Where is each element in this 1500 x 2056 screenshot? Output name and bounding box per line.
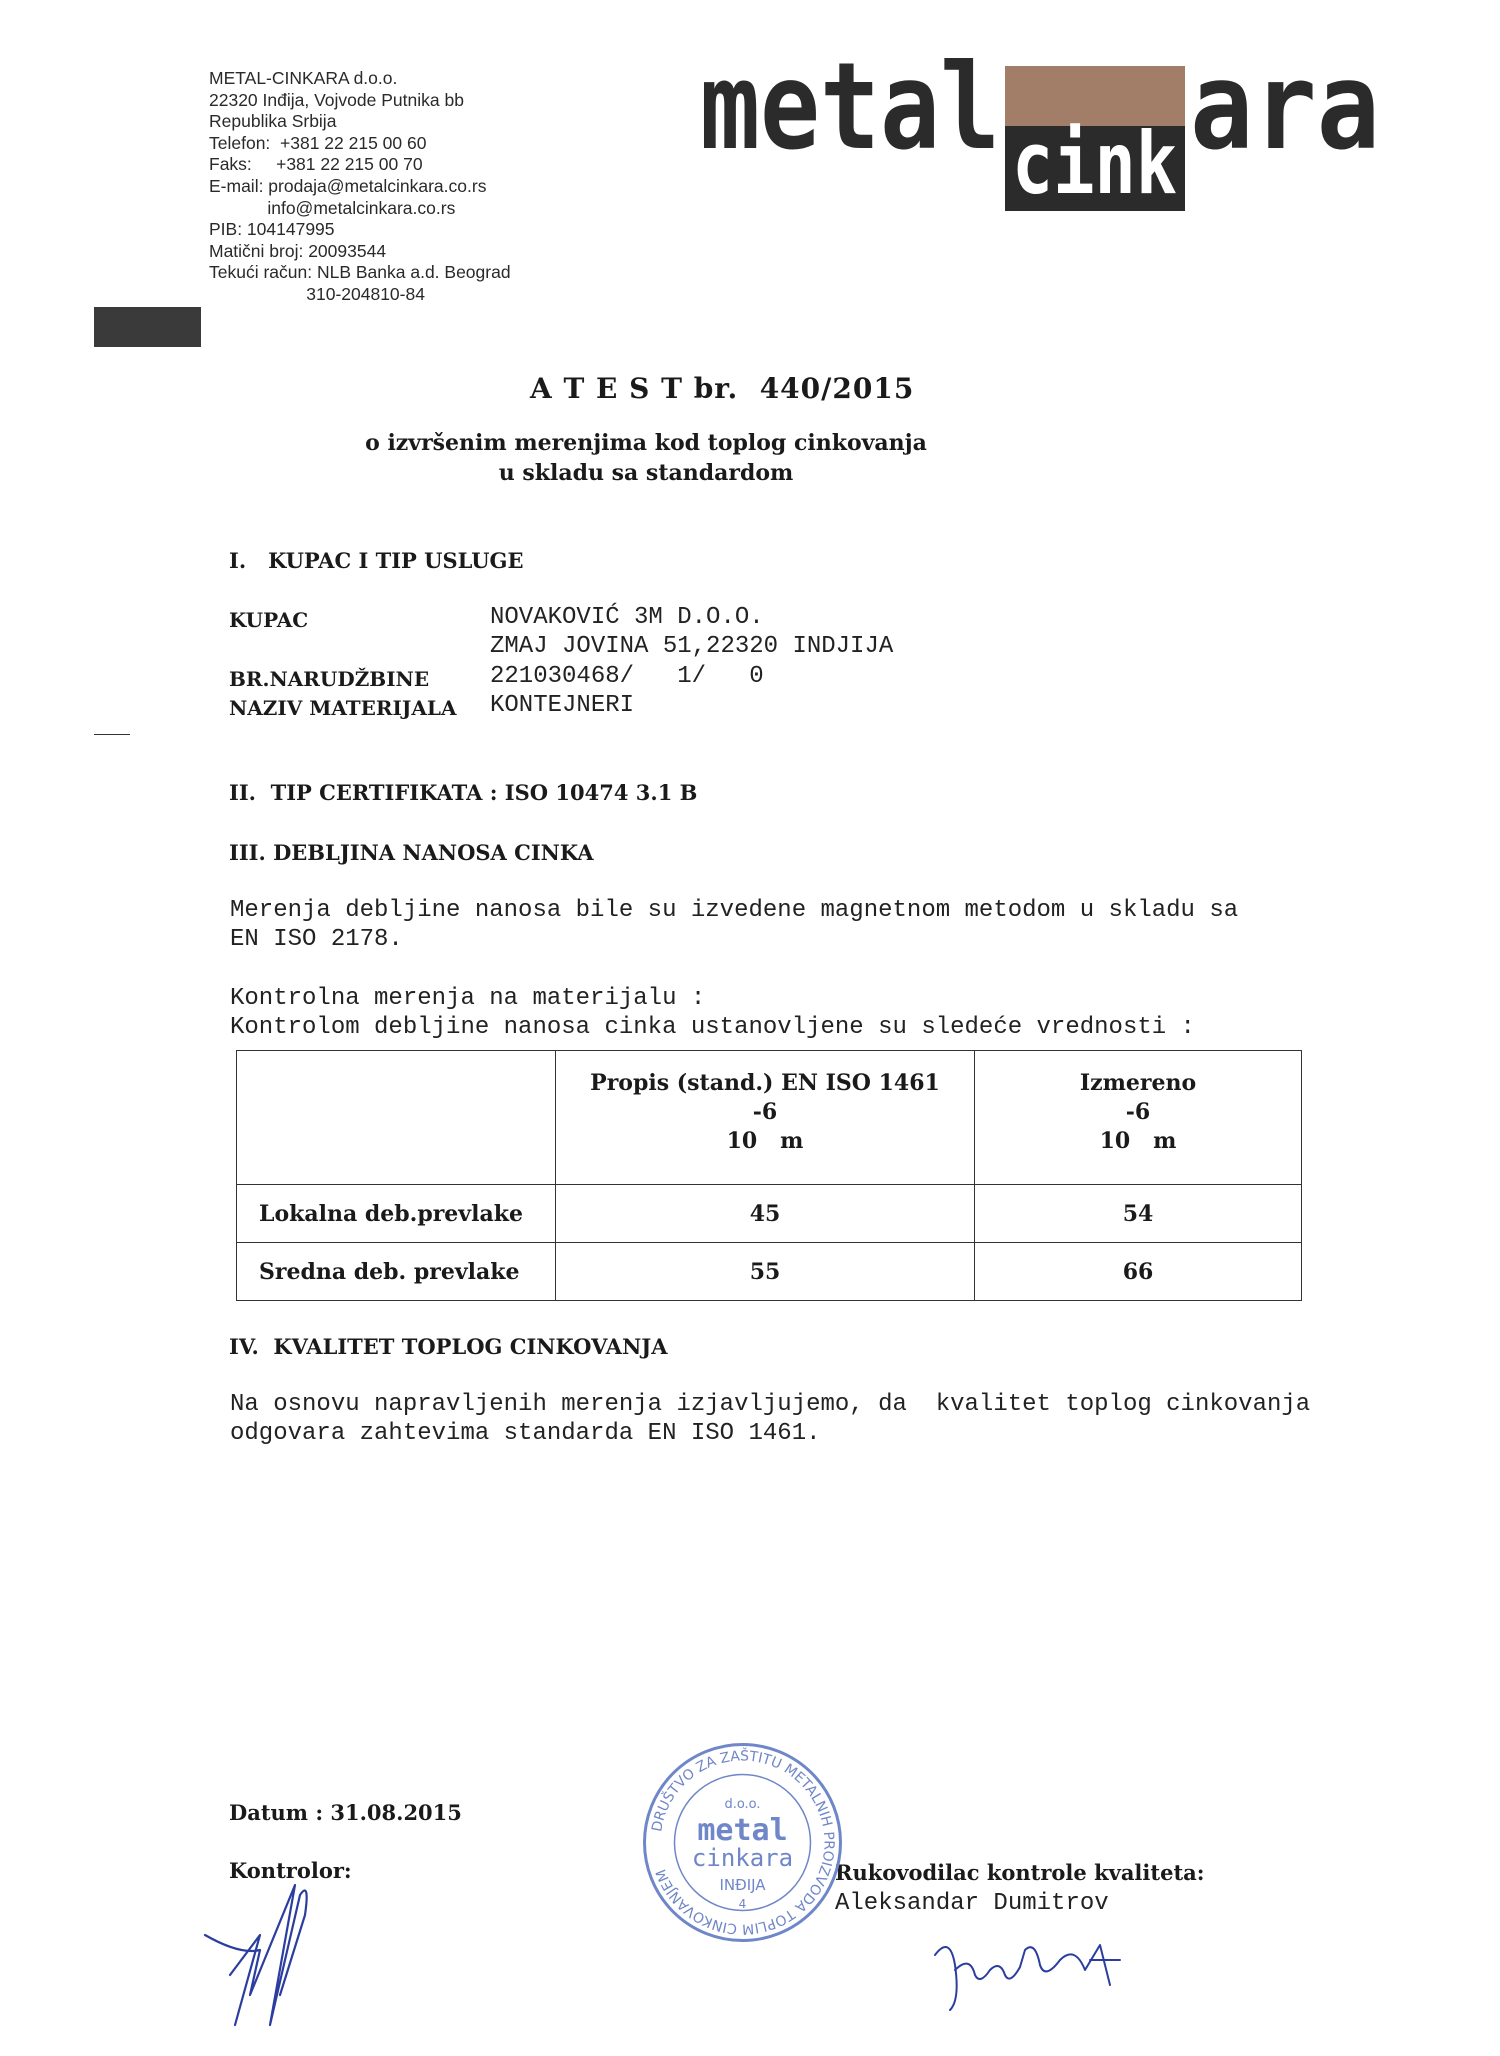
section-3-paragraph-2 [230,984,1195,1042]
header-line: Propis (stand.) EN ISO 1461 [590,1070,940,1096]
kupac-value-line1: NOVAKOVIĆ 3M D.O.O. [490,604,764,631]
document-title: A T E S T br. 440/2015 [530,372,915,405]
paragraph-line: Kontrolom debljine nanosa cinka ustanovljene su sledeće vrednosti : [230,1014,1195,1041]
manager-signature [925,1925,1125,2015]
paragraph-line: Merenja debljine nanosa bile su izvedene magnetnom metodom u skladu sa [230,897,1239,924]
row-label: Lokalna deb.prevlake [237,1185,556,1243]
company-line: Tekući račun: NLB Banka a.d. Beograd [209,262,511,283]
stamp-doo: d.o.o. [724,1797,761,1812]
row-izmereno-value: 54 [975,1185,1302,1243]
section-4-heading: IV. KVALITET TOPLOG CINKOVANJA [229,1334,668,1359]
manager-name: Aleksandar Dumitrov [835,1890,1109,1917]
material-label: NAZIV MATERIJALA [229,696,457,720]
kupac-label: KUPAC [229,608,309,632]
stamp-number: 4 [738,1897,747,1911]
header-line: -6 [752,1099,778,1125]
subtitle-line: u skladu sa standardom [498,460,794,486]
kupac-value-line2: ZMAJ JOVINA 51,22320 INDJIJA [490,633,894,660]
metal-cinkara-logo [700,58,1390,218]
material-value: KONTEJNERI [490,692,635,719]
kontrolor-signature [200,1875,320,2040]
company-info [209,68,511,306]
section-3-heading: III. DEBLJINA NANOSA CINKA [229,840,594,865]
paragraph-line: Na osnovu napravljenih merenja izjavljujemo, da kvalitet toplog cinkovanja [230,1391,1311,1418]
company-stamp [640,1740,845,1945]
paragraph-line: odgovara zahtevima standarda EN ISO 1461. [230,1420,821,1447]
table-row [237,1243,1302,1301]
measurement-table [236,1050,1302,1301]
company-line: Matični broj: 20093544 [209,240,387,261]
logo-text-right: ara [1190,58,1380,177]
table-header-izmereno [975,1051,1302,1185]
company-line: PIB: 104147995 [209,219,335,240]
section-2-heading: II. TIP CERTIFIKATA : ISO 10474 3.1 B [229,780,698,805]
table-header-row [237,1051,1302,1185]
row-izmereno-value: 66 [975,1243,1302,1301]
logo-text-left: metal [700,58,1000,177]
table-header-propis [556,1051,975,1185]
header-line: 10 m [726,1128,804,1154]
row-propis-value: 45 [556,1185,975,1243]
company-line: 22320 Inđija, Vojvode Putnika bb [209,89,464,110]
stamp-cinkara: cinkara [691,1844,794,1872]
header-line: 10 m [1099,1128,1177,1154]
document-subtitle [196,428,1096,488]
section-1-heading: I. KUPAC I TIP USLUGE [229,548,524,573]
date-label: Datum : 31.08.2015 [229,1800,462,1825]
company-line: Telefon: +381 22 215 00 60 [209,132,427,153]
table-row [237,1185,1302,1243]
manager-label: Rukovodilac kontrole kvaliteta: [835,1860,1205,1885]
row-label: Sredna deb. prevlake [237,1243,556,1301]
company-line: Republika Srbija [209,111,337,132]
company-line: info@metalcinkara.co.rs [209,197,456,218]
stamp-city: INĐIJA [719,1876,766,1894]
stamp-ring-text: DRUŠTVO ZA ZAŠTITU METALNIH PROIZVODA TOPLIM CINKOVANJEM [649,1748,837,1937]
order-label: BR.NARUDŽBINE [229,667,430,691]
header-line: -6 [1125,1099,1151,1125]
paragraph-line: EN ISO 2178. [230,926,403,953]
company-line: 310-204810-84 [209,283,425,304]
table-header-empty [237,1051,556,1185]
section-4-paragraph [230,1390,1310,1448]
header-line: Izmereno [1079,1070,1197,1096]
logo-text-mid: cink [1012,114,1177,214]
company-line: E-mail: prodaja@metalcinkara.co.rs [209,175,487,196]
redaction-block [94,307,201,347]
company-line: METAL-CINKARA d.o.o. [209,68,398,88]
company-line: Faks: +381 22 215 00 70 [209,154,423,175]
kontrolor-label: Kontrolor: [229,1858,352,1883]
paragraph-line: Kontrolna merenja na materijalu : [230,985,706,1012]
fold-mark [94,734,130,735]
order-value: 221030468/ 1/ 0 [490,663,764,690]
subtitle-line: o izvršenim merenjima kod toplog cinkovanja [365,430,927,456]
section-3-paragraph-1 [230,896,1238,954]
stamp-metal: metal [697,1813,788,1848]
row-propis-value: 55 [556,1243,975,1301]
